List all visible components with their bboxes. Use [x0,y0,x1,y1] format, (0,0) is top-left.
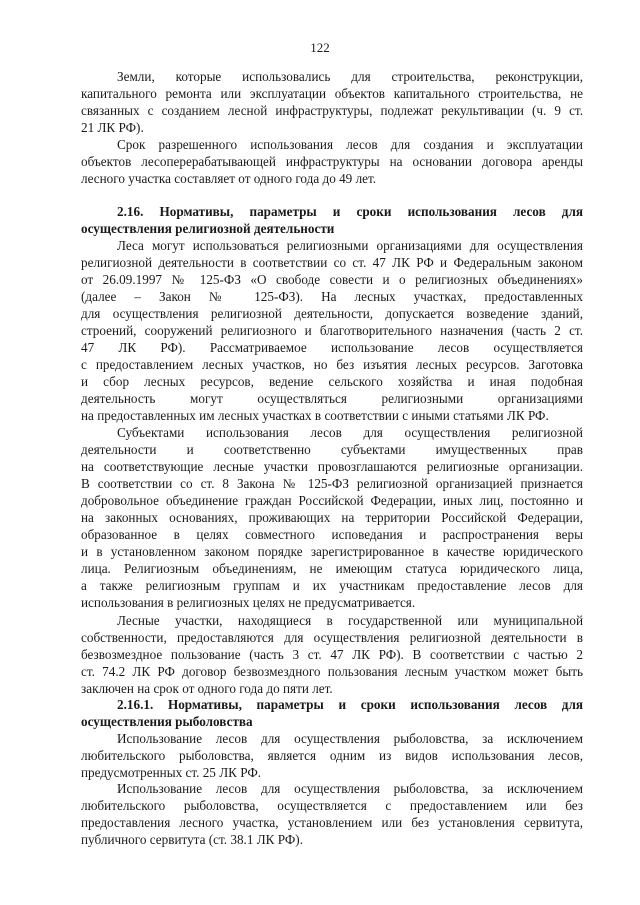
text-line: 47 ЛК РФ). Рассматриваемое использование лесов осуществляется [81,340,583,355]
text-line: Срок разрешенного использования лесов для создания и эксплуатации [117,137,583,152]
text-line: 2.16.1. Нормативы, параметры и сроки использования лесов для [117,697,583,712]
text-line: публичного сервитута (ст. 38.1 ЛК РФ). [81,832,303,847]
text-line: а также религиозным группам и их участникам предоставление лесов для [81,578,583,593]
text-line: капитального ремонта или эксплуатации объектов капитального строительства, не [81,86,583,101]
text-line: и сбор лесных ресурсов, ведение сельского хозяйства и иная подобная [81,374,583,389]
text-line: собственности, предоставляются для осуществления религиозной деятельности в [81,630,583,645]
text-line: лица. Религиозным объединениям, не имеющим статуса юридического лица, [81,561,583,576]
text-line: от 26.09.1997 № 125-ФЗ «О свободе совести и о религиозных объединениях» [81,272,583,287]
paragraph [81,730,583,781]
text-line: на законных основаниях, проживающих на территории Российской Федерации, [81,510,583,525]
text-line: образованное в целях совместного исповедания и распространения веры [81,527,583,542]
text-line: предоставления лесного участка, установлением или без установления сервитута, [81,815,583,830]
page-number: 122 [310,40,330,55]
text-line: с предоставлением лесных участков, но без изъятия лесных ресурсов. Заготовка [81,357,583,372]
text-line: деятельность могут осуществляться религиозными организациями [81,391,583,406]
section-heading [81,203,583,237]
text-line: Земли, которые использовались для строительства, реконструкции, [117,69,583,84]
text-line: связанных с созданием лесной инфраструктуры, подлежат рекультивации (ч. 9 ст. [81,103,583,118]
text-line: на соответствующие лесные участки провозглашаются религиозные организации. [81,459,583,474]
text-line: религиозной деятельности в соответствии со ст. 47 ЛК РФ и Федеральным законом [81,255,583,270]
text-line: для осуществления религиозной деятельности, допускается возведение зданий, [81,306,583,321]
text-line: Лесные участки, находящиеся в государственной или муниципальной [117,613,583,628]
text-line: на предоставленных им лесных участках в соответствии с иными статьями ЛК РФ. [81,408,549,423]
paragraph [81,780,583,848]
text-line: использования в религиозных целях не предусматривается. [81,595,416,610]
text-line: ст. 74.2 ЛК РФ договор безвозмездного пользования лесным участком может быть [81,664,583,679]
text-line: 2.16. Нормативы, параметры и сроки использования лесов для [117,204,583,219]
text-line: предусмотренных ст. 25 ЛК РФ. [81,765,262,780]
text-line: Использование лесов для осуществления рыболовства, за исключением [117,731,583,746]
text-line: объектов лесоперерабатывающей инфраструктуры на основании договора аренды [81,154,583,169]
text-line: заключен на срок от одного года до пяти лет. [81,681,333,696]
text-line: В соответствии со ст. 8 Закона № 125-ФЗ религиозной организацией признается [81,476,583,491]
text-line: и в установленном законом порядке зарегистрированное в качестве юридического [81,544,583,559]
text-line: безвозмездное пользование (часть 3 ст. 47 ЛК РФ). В соответствии с частью 2 [81,647,583,662]
text-line: осуществления религиозной деятельности [81,221,335,236]
text-line: (далее – Закон № 125-ФЗ). На лесных участках, предоставленных [81,289,583,304]
text-line: Леса могут использоваться религиозными организациями для осуществления [117,238,583,253]
text-line: деятельности и соответственно субъектами имущественных прав [81,442,583,457]
text-line: лесного участка составляет от одного года до 49 лет. [81,171,377,186]
text-line: добровольное объединение граждан Российской Федерации, иных лиц, постоянно и [81,493,583,508]
paragraph [81,136,583,187]
text-line: 21 ЛК РФ). [81,120,144,135]
text-line: строений, сооружений религиозного и благотворительного назначения (часть 2 ст. [81,323,583,338]
text-line: любительского рыболовства, осуществляется с предоставлением или без [81,798,583,813]
section-heading [81,696,583,730]
paragraph [81,237,583,424]
text-line: Субъектами использования лесов для осуществления религиозной [117,425,583,440]
text-line: осуществления рыболовства [81,714,253,729]
text-line: любительского рыболовства, является одним из видов использования лесов, [81,748,583,763]
paragraph [81,68,583,136]
text-line: Использование лесов для осуществления рыболовства, за исключением [117,781,583,796]
paragraph [81,424,583,611]
paragraph [81,612,583,697]
